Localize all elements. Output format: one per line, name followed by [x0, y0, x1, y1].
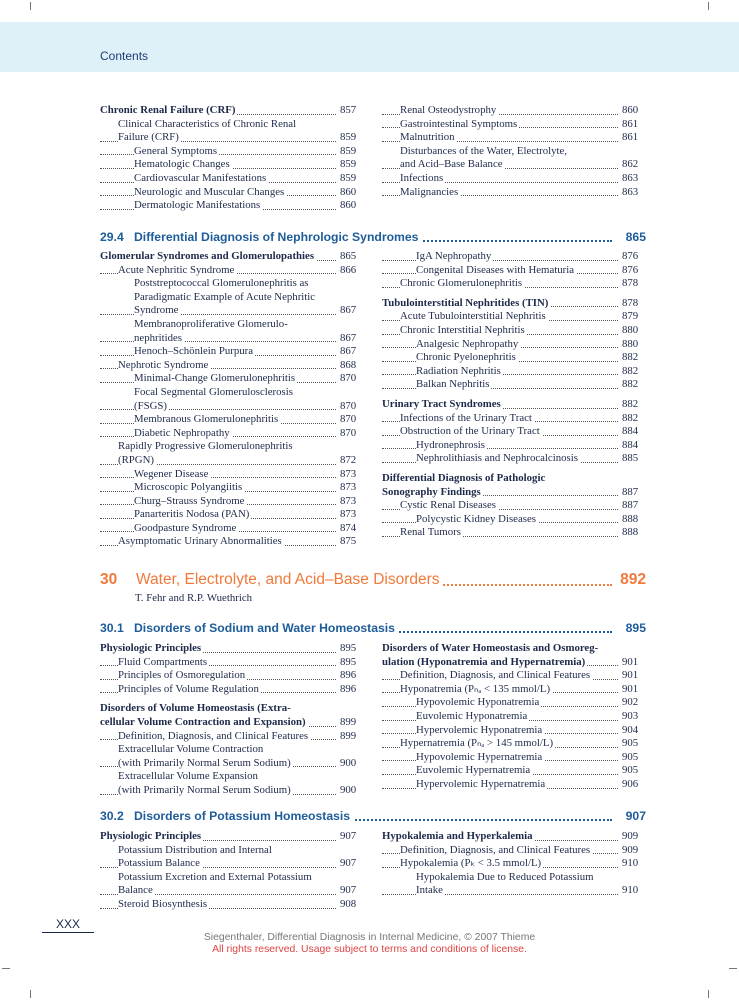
toc-entry-page: 887: [622, 499, 646, 513]
toc-entry-title: Acute Tubulointerstitial Nephritis: [400, 310, 546, 323]
chapter-heading-30[interactable]: 30 Water, Electrolyte, and Acid–Base Disorders 892: [100, 569, 646, 591]
toc-entry-title: Chronic Glomerulonephritis: [400, 277, 523, 290]
toc-entry[interactable]: [382, 724, 646, 738]
toc-entry-title: (FSGS): [134, 399, 168, 412]
toc-entry[interactable]: [100, 468, 364, 482]
toc-entry-title: Principles of Volume Regulation: [118, 682, 259, 695]
toc-entry-page: 867: [340, 332, 364, 346]
toc-entry-title: Tubulointerstitial Nephritides (TIN): [382, 296, 549, 309]
toc-entry[interactable]: [382, 365, 646, 379]
toc-entry-page: 870: [340, 413, 364, 427]
toc-entry-title: Henoch–Schönlein Purpura: [134, 345, 254, 358]
toc-entry-title: Syndrome: [134, 304, 179, 317]
toc-entry-title: Hypernatremia (Pₙₐ > 145 mmol/L): [400, 737, 554, 750]
toc-entry[interactable]: [100, 656, 364, 670]
toc-entry-title: Sonography Findings: [382, 485, 481, 498]
toc-entry-title: Asymptomatic Urinary Abnormalities: [118, 535, 282, 548]
toc-entry[interactable]: [382, 778, 646, 792]
toc-entry-title: (with Primarily Normal Serum Sodium): [118, 756, 291, 769]
toc-entry-page: 876: [622, 264, 646, 278]
toc-entry-title: Minimal-Change Glomerulonephritis: [134, 372, 296, 385]
toc-entry-page: 896: [340, 669, 364, 683]
toc-entry-page: 903: [622, 710, 646, 724]
toc-entry[interactable]: [100, 454, 364, 468]
toc-entry-title: Renal Tumors: [400, 526, 461, 539]
toc-entry[interactable]: [382, 186, 646, 200]
toc-entry[interactable]: [382, 526, 646, 540]
toc-entry-page: 874: [340, 522, 364, 536]
toc-column: [100, 830, 364, 912]
toc-entry-title: Hypokalemia Due to Reduced Potassium: [416, 870, 594, 883]
toc-entry-title: Polycystic Kidney Diseases: [416, 512, 536, 525]
toc-entry-title: Churg–Strauss Syndrome: [134, 494, 245, 507]
toc-entry[interactable]: [382, 338, 646, 352]
toc-entry[interactable]: [100, 427, 364, 441]
toc-entry[interactable]: [382, 398, 646, 412]
toc-entry[interactable]: [382, 669, 646, 683]
toc-entry-page: 901: [622, 669, 646, 683]
toc-entry-page: 882: [622, 398, 646, 412]
toc-entry-title: Chronic Pyelonephritis: [416, 351, 516, 364]
toc-entry-title: Disturbances of the Water, Electrolyte,: [400, 144, 567, 157]
toc-entry[interactable]: [382, 452, 646, 466]
toc-entry-page: 859: [340, 145, 364, 159]
toc-entry-page: 860: [340, 199, 364, 213]
toc-entry[interactable]: [382, 683, 646, 697]
toc-entry[interactable]: [100, 884, 364, 898]
toc-entry-title: Hydronephrosis: [416, 438, 485, 451]
toc-entry-title: Extracellular Volume Expansion: [118, 770, 258, 783]
toc-entry-page: 907: [340, 830, 364, 844]
toc-entry-page: 873: [340, 468, 364, 482]
toc-entry[interactable]: [382, 642, 646, 656]
toc-entry[interactable]: [100, 277, 364, 291]
toc-entry-page: 882: [622, 365, 646, 379]
toc-entry-title: Steroid Biosynthesis: [118, 897, 208, 910]
toc-entry-title: Poststreptococcal Glomerulonephritis as: [134, 277, 309, 290]
toc-entry-title: Potassium Excretion and External Potassium: [118, 870, 312, 883]
toc-entry-title: Nephrolithiasis and Nephrocalcinosis: [416, 452, 578, 465]
toc-entry-title: Cardiovascular Manifestations: [134, 171, 267, 184]
toc-column: [382, 104, 646, 199]
toc-entry-page: 873: [340, 508, 364, 522]
toc-entry[interactable]: [100, 345, 364, 359]
toc-entry-page: 896: [340, 683, 364, 697]
toc-entry-title: Balkan Nephritis: [416, 378, 490, 391]
toc-entry[interactable]: [100, 669, 364, 683]
toc-entry-page: 880: [622, 324, 646, 338]
toc-entry-page: 884: [622, 439, 646, 453]
toc-entry-page: 885: [622, 452, 646, 466]
section-heading-30-1[interactable]: 30.1 Disorders of Sodium and Water Homeostasis 895: [100, 621, 646, 635]
toc-entry[interactable]: [100, 871, 364, 885]
toc-entry-page: 870: [340, 400, 364, 414]
toc-entry-title: Analgesic Nephropathy: [416, 337, 519, 350]
toc-entry[interactable]: [100, 172, 364, 186]
toc-entry-page: 900: [340, 784, 364, 798]
toc-entry-page: 860: [340, 186, 364, 200]
toc-entry-page: 861: [622, 118, 646, 132]
toc-entry-title: Microscopic Polyangiitis: [134, 481, 243, 494]
toc-entry-page: 905: [622, 764, 646, 778]
toc-entry-title: IgA Nephropathy: [416, 250, 492, 262]
toc-entry[interactable]: [100, 104, 364, 118]
toc-entry-page: 895: [340, 656, 364, 670]
toc-entry-title: Fluid Compartments: [118, 655, 208, 668]
toc-entry[interactable]: [100, 400, 364, 414]
toc-entry[interactable]: [382, 884, 646, 898]
toc-entry-title: Infections: [400, 171, 444, 184]
toc-entry[interactable]: [382, 310, 646, 324]
toc-entry[interactable]: [100, 291, 364, 305]
toc-entry[interactable]: [382, 857, 646, 871]
toc-entry[interactable]: [382, 104, 646, 118]
toc-entry[interactable]: [100, 386, 364, 400]
toc-entry-title: Nephrotic Syndrome: [118, 358, 209, 371]
toc-entry-title: Disorders of Water Homeostasis and Osmoreg-: [382, 642, 599, 654]
toc-entry[interactable]: [382, 710, 646, 724]
toc-entry-page: 868: [340, 359, 364, 373]
toc-entry[interactable]: [100, 250, 364, 264]
toc-entry[interactable]: [100, 318, 364, 332]
toc-entry-page: 870: [340, 372, 364, 386]
toc-entry-title: Physiologic Principles: [100, 830, 202, 842]
toc-entry-title: cellular Volume Contraction and Expansion): [100, 715, 306, 728]
toc-entry-title: Panarteritis Nodosa (PAN): [134, 508, 250, 521]
toc-entry[interactable]: [382, 351, 646, 365]
toc-entry[interactable]: [382, 131, 646, 145]
toc-entry-title: Dermatologic Manifestations: [134, 199, 261, 212]
toc-entry-page: 873: [340, 481, 364, 495]
toc-entry-page: 899: [340, 716, 364, 730]
toc-entry-title: Hypovolemic Hyponatremia: [416, 696, 540, 709]
toc-entry-title: Potassium Distribution and Internal: [118, 843, 272, 856]
toc-entry-title: Hypovolemic Hypernatremia: [416, 750, 543, 763]
toc-entry-page: 859: [340, 158, 364, 172]
toc-entry[interactable]: [100, 495, 364, 509]
toc-entry-page: 895: [340, 642, 364, 656]
toc-entry[interactable]: [100, 508, 364, 522]
toc-entry[interactable]: [382, 830, 646, 844]
crop-mark: [2, 968, 10, 969]
toc-entry-page: 861: [622, 131, 646, 145]
toc-entry-page: 906: [622, 778, 646, 792]
toc-entry[interactable]: [100, 784, 364, 798]
toc-entry[interactable]: [382, 118, 646, 132]
toc-entry-title: Hypervolemic Hyponatremia: [416, 723, 543, 736]
copyright-line: Siegenthaler, Differential Diagnosis in Internal Medicine, © 2007 Thieme: [203, 932, 536, 943]
toc-entry-title: Membranous Glomerulonephritis: [134, 413, 279, 426]
toc-entry-title: Hematologic Changes: [134, 158, 230, 171]
toc-entry[interactable]: [382, 158, 646, 172]
toc-entry[interactable]: [100, 264, 364, 278]
toc-entry-page: 867: [340, 345, 364, 359]
toc-entry-page: 867: [340, 304, 364, 318]
toc-entry[interactable]: [382, 737, 646, 751]
toc-entry[interactable]: [100, 702, 364, 716]
toc-entry-title: Hypokalemia and Hyperkalemia: [382, 830, 533, 842]
toc-column: [382, 642, 646, 792]
crop-mark: [708, 990, 709, 998]
toc-entry[interactable]: [382, 472, 646, 486]
crop-mark: [30, 990, 31, 998]
toc-entry[interactable]: [100, 857, 364, 871]
toc-entry[interactable]: [382, 439, 646, 453]
toc-entry[interactable]: [382, 378, 646, 392]
toc-entry-title: Acute Nephritic Syndrome: [118, 263, 235, 276]
toc-entry-title: (RPGN): [118, 453, 154, 466]
toc-entry[interactable]: [100, 359, 364, 373]
toc-entry-page: 888: [622, 513, 646, 527]
toc-entry-page: 908: [340, 898, 364, 912]
toc-entry-title: Membranoproliferative Glomerulo-: [134, 317, 288, 330]
toc-entry[interactable]: [100, 683, 364, 697]
toc-entry-title: Goodpasture Syndrome: [134, 521, 237, 534]
toc-entry[interactable]: [382, 844, 646, 858]
toc-entry[interactable]: [100, 304, 364, 318]
toc-entry-title: Balance: [118, 884, 153, 897]
toc-entry-page: 879: [622, 310, 646, 324]
toc-entry-title: Malnutrition: [400, 131, 455, 144]
toc-entry-title: Paradigmatic Example of Acute Nephritic: [134, 290, 316, 303]
toc-entry-page: 863: [622, 172, 646, 186]
toc-column: [100, 642, 364, 798]
toc-entry-title: Gastrointestinal Symptoms: [400, 117, 518, 130]
toc-entry-title: Neurologic and Muscular Changes: [134, 185, 285, 198]
toc-entry[interactable]: [382, 264, 646, 278]
toc-entry[interactable]: [100, 186, 364, 200]
license-line: All rights reserved. Usage subject to terms and conditions of license.: [212, 944, 527, 955]
toc-entry[interactable]: [100, 830, 364, 844]
toc-entry-title: Glomerular Syndromes and Glomerulopathies: [100, 250, 315, 262]
crop-mark: [729, 968, 737, 969]
chapter-authors: T. Fehr and R.P. Wuethrich: [135, 592, 253, 604]
toc-entry-title: Euvolemic Hyponatremia: [416, 709, 528, 722]
toc-entry-title: Potassium Balance: [118, 857, 200, 870]
toc-entry-page: 899: [340, 730, 364, 744]
toc-entry[interactable]: [382, 145, 646, 159]
toc-entry-page: 910: [622, 884, 646, 898]
toc-entry-title: Hypokalemia (Pₖ < 3.5 mmol/L): [400, 857, 542, 870]
toc-entry-title: Rapidly Progressive Glomerulonephritis: [118, 440, 293, 453]
toc-entry[interactable]: [382, 277, 646, 291]
toc-entry[interactable]: [100, 332, 364, 346]
toc-entry[interactable]: [382, 486, 646, 500]
toc-entry[interactable]: [382, 324, 646, 338]
toc-entry-page: 910: [622, 857, 646, 871]
toc-entry[interactable]: [382, 250, 646, 264]
toc-entry[interactable]: [382, 412, 646, 426]
toc-entry-page: 878: [622, 277, 646, 291]
toc-entry-page: 907: [340, 857, 364, 871]
toc-entry[interactable]: [100, 730, 364, 744]
toc-entry-title: Chronic Interstitial Nephritis: [400, 323, 525, 336]
toc-entry-page: 857: [340, 104, 364, 118]
toc-entry-page: 882: [622, 351, 646, 365]
toc-entry-title: Clinical Characteristics of Chronic Renal: [118, 117, 297, 130]
toc-entry-page: 887: [622, 486, 646, 500]
toc-entry-title: Malignancies: [400, 185, 459, 198]
toc-entry-title: Definition, Diagnosis, and Clinical Features: [118, 729, 309, 742]
toc-entry-title: Differential Diagnosis of Pathologic: [382, 471, 546, 484]
toc-entry-title: Congenital Diseases with Hematuria: [416, 263, 575, 276]
toc-entry[interactable]: [382, 297, 646, 311]
toc-entry-page: 860: [622, 104, 646, 118]
toc-entry[interactable]: [100, 535, 364, 549]
toc-entry-title: Radiation Nephritis: [416, 364, 501, 377]
toc-entry-page: 888: [622, 526, 646, 540]
toc-entry[interactable]: [100, 158, 364, 172]
toc-entry[interactable]: [382, 764, 646, 778]
toc-entry[interactable]: [100, 131, 364, 145]
toc-entry-title: Disorders of Volume Homeostasis (Extra-: [100, 702, 291, 715]
toc-entry[interactable]: [100, 440, 364, 454]
toc-entry-page: 905: [622, 751, 646, 765]
toc-entry[interactable]: [382, 172, 646, 186]
section-page: 907: [623, 808, 646, 824]
toc-entry-title: Diabetic Nephropathy: [134, 426, 230, 439]
page-number: XXX: [42, 917, 94, 933]
toc-entry-title: General Symptoms: [134, 144, 218, 157]
toc-entry-title: Hyponatremia (Pₙₐ < 135 mmol/L): [400, 682, 551, 695]
header-band: [0, 22, 739, 72]
toc-entry-page: 905: [622, 737, 646, 751]
toc-entry[interactable]: [100, 145, 364, 159]
toc-entry[interactable]: [382, 499, 646, 513]
page-title: Contents: [100, 49, 149, 63]
toc-entry-title: Urinary Tract Syndromes: [382, 397, 501, 410]
toc-entry-page: 904: [622, 724, 646, 738]
toc-column: [100, 250, 364, 549]
crop-mark: [708, 2, 709, 10]
toc-entry-page: 909: [622, 844, 646, 858]
toc-entry[interactable]: [382, 656, 646, 670]
section-page: 895: [623, 620, 646, 636]
toc-entry-title: nephritides: [134, 331, 182, 344]
toc-entry-page: 866: [340, 264, 364, 278]
toc-entry-title: Failure (CRF): [118, 131, 179, 144]
toc-column: [100, 104, 364, 213]
toc-entry-page: 862: [622, 158, 646, 172]
toc-entry-page: 882: [622, 412, 646, 426]
toc-entry[interactable]: [100, 118, 364, 132]
toc-entry-title: Cystic Renal Diseases: [400, 499, 496, 512]
chapter-page: 892: [617, 569, 646, 591]
toc-entry[interactable]: [100, 481, 364, 495]
toc-entry-page: 865: [340, 250, 364, 264]
toc-entry[interactable]: [100, 199, 364, 213]
toc-entry-title: Obstruction of the Urinary Tract: [400, 425, 540, 438]
toc-entry[interactable]: [100, 757, 364, 771]
toc-entry-title: Chronic Renal Failure (CRF): [100, 104, 236, 116]
toc-entry[interactable]: [100, 770, 364, 784]
toc-entry-title: (with Primarily Normal Serum Sodium): [118, 783, 291, 796]
toc-entry-title: Wegener Disease: [134, 467, 209, 480]
toc-entry[interactable]: [382, 871, 646, 885]
toc-entry-title: Physiologic Principles: [100, 642, 202, 654]
toc-entry-page: 884: [622, 425, 646, 439]
toc-entry-page: 907: [340, 884, 364, 898]
toc-entry-page: 901: [622, 683, 646, 697]
toc-entry-page: 859: [340, 131, 364, 145]
toc-entry-page: 882: [622, 378, 646, 392]
toc-entry[interactable]: [100, 844, 364, 858]
toc-entry-page: 880: [622, 338, 646, 352]
toc-entry-page: 872: [340, 454, 364, 468]
crop-mark: [30, 2, 31, 10]
toc-entry-page: 901: [622, 656, 646, 670]
toc-entry[interactable]: [100, 522, 364, 536]
toc-entry[interactable]: [382, 696, 646, 710]
toc-entry[interactable]: [382, 513, 646, 527]
toc-entry-page: 863: [622, 186, 646, 200]
toc-entry-page: 859: [340, 172, 364, 186]
toc-entry[interactable]: [100, 413, 364, 427]
toc-entry-title: Euvolemic Hypernatremia: [416, 764, 531, 777]
toc-entry-title: Focal Segmental Glomerulosclerosis: [134, 385, 293, 398]
toc-entry-page: 902: [622, 696, 646, 710]
toc-entry-title: and Acid–Base Balance: [400, 158, 503, 171]
toc-entry-title: Infections of the Urinary Tract: [400, 411, 532, 424]
toc-entry-title: ulation (Hyponatremia and Hypernatremia): [382, 655, 586, 668]
section-heading-29-4[interactable]: 29.4 Differential Diagnosis of Nephrologic Syndromes 865: [100, 230, 646, 244]
toc-column: [382, 250, 646, 540]
toc-entry-page: 878: [622, 297, 646, 311]
toc-entry-title: Intake: [416, 884, 443, 897]
toc-entry-page: 870: [340, 427, 364, 441]
toc-entry[interactable]: [100, 372, 364, 386]
toc-column: [382, 830, 646, 898]
toc-entry-title: Hypervolemic Hypernatremia: [416, 777, 546, 790]
toc-entry[interactable]: [100, 743, 364, 757]
toc-entry-page: 873: [340, 495, 364, 509]
toc-entry[interactable]: [100, 642, 364, 656]
toc-entry-title: Definition, Diagnosis, and Clinical Features: [400, 843, 591, 856]
toc-entry[interactable]: [382, 425, 646, 439]
toc-entry[interactable]: [382, 751, 646, 765]
toc-entry[interactable]: [100, 716, 364, 730]
toc-entry-title: Definition, Diagnosis, and Clinical Features: [400, 669, 591, 682]
section-heading-30-2[interactable]: 30.2 Disorders of Potassium Homeostasis 907: [100, 809, 646, 823]
toc-entry-page: 875: [340, 535, 364, 549]
toc-entry-title: Renal Osteodystrophy: [400, 104, 497, 116]
toc-entry-page: 900: [340, 757, 364, 771]
toc-entry-title: Principles of Osmoregulation: [118, 669, 246, 682]
toc-entry[interactable]: [100, 898, 364, 912]
toc-entry-page: 909: [622, 830, 646, 844]
toc-entry-page: 876: [622, 250, 646, 264]
section-page: 865: [623, 229, 646, 245]
toc-entry-title: Extracellular Volume Contraction: [118, 743, 264, 756]
